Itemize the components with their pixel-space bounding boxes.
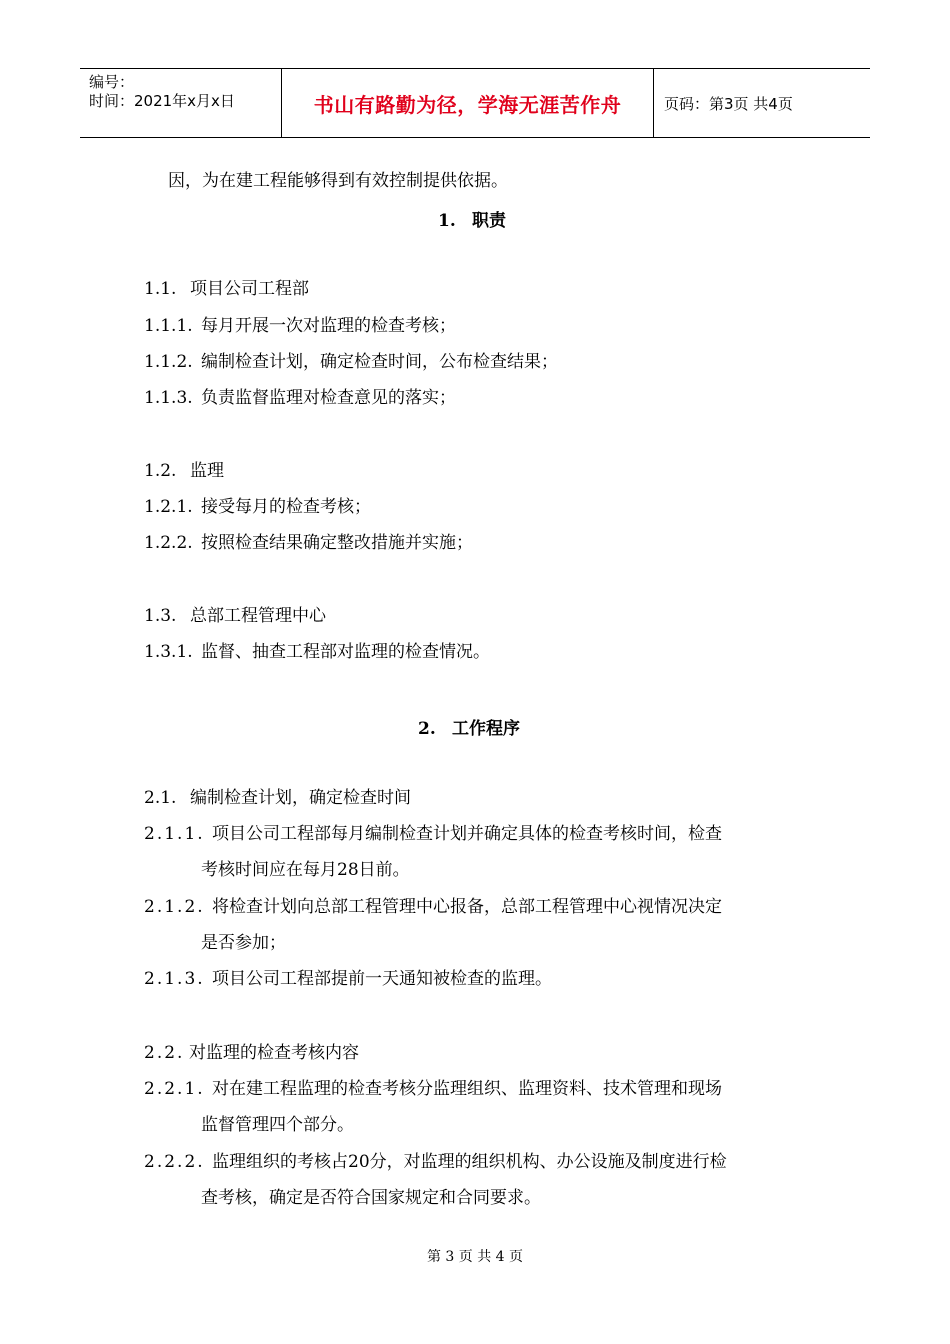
item-text: 接受每月的检查考核； <box>201 497 371 517</box>
item-text: 对监理的检查考核内容 <box>189 1043 359 1063</box>
item-text: 项目公司工程部每月编制检查计划并确定具体的检查考核时间，检查 <box>212 824 722 844</box>
item-text: 总部工程管理中心 <box>190 606 326 626</box>
item-1-2-2 <box>144 532 473 554</box>
item-number: 1.1.3. <box>144 388 193 408</box>
page-footer: 第 3 页 共 4 页 <box>426 1249 524 1265</box>
item-1-3-1 <box>144 641 490 663</box>
item-text: 每月开展一次对监理的检查考核； <box>201 316 456 336</box>
section-2-number: 2. <box>418 719 436 739</box>
header-page-info: 页码：第3页 共4页 <box>664 94 793 113</box>
item-1-2-1 <box>144 496 371 518</box>
item-2-1 <box>144 787 411 809</box>
item-text: 负责监督监理对检查意见的落实； <box>201 388 456 408</box>
section-1-heading <box>438 206 506 231</box>
item-2-1-1 <box>144 823 722 845</box>
item-number: 1.2. <box>144 461 177 481</box>
intro-line: 因，为在建工程能够得到有效控制提供依据。 <box>168 171 508 191</box>
item-2-1-1-cont: 考核时间应在每月28日前。 <box>201 860 410 880</box>
header-date-label: 时间：2021年x月x日 <box>89 92 235 110</box>
item-2-2-1 <box>144 1078 722 1100</box>
item-text: 监理组织的考核占20分，对监理的组织机构、办公设施及制度进行检 <box>212 1152 727 1172</box>
item-1-1-3 <box>144 387 456 409</box>
item-number: 2.1. <box>144 788 177 808</box>
item-text: 项目公司工程部 <box>190 279 309 299</box>
item-2-2-1-cont: 监督管理四个部分。 <box>201 1115 354 1135</box>
item-text: 将检查计划向总部工程管理中心报备，总部工程管理中心视情况决定 <box>212 897 722 917</box>
header-motto-cell <box>282 69 654 137</box>
item-2-1-3 <box>144 968 552 990</box>
item-number: 2.2.1. <box>144 1079 205 1099</box>
item-number: 2.2. <box>144 1043 185 1063</box>
item-2-1-2 <box>144 896 722 918</box>
item-text: 监督、抽查工程部对监理的检查情况。 <box>201 642 490 662</box>
item-2-2-2-cont: 查考核，确定是否符合国家规定和合同要求。 <box>201 1188 541 1208</box>
item-2-2 <box>144 1042 359 1064</box>
item-number: 2.1.1. <box>144 824 205 844</box>
section-1-number: 1. <box>438 211 456 231</box>
item-1-1 <box>144 278 309 300</box>
section-1-title: 职责 <box>472 211 506 231</box>
item-1-1-2 <box>144 351 558 373</box>
header-motto: 书山有路勤为径，学海无涯苦作舟 <box>313 92 622 117</box>
item-text: 编制检查计划，确定检查时间，公布检查结果； <box>201 352 558 372</box>
item-number: 1.2.1. <box>144 497 193 517</box>
item-1-1-1 <box>144 315 456 337</box>
section-2-heading <box>418 714 520 739</box>
item-2-1-2-cont: 是否参加； <box>201 933 286 953</box>
item-number: 1.1.1. <box>144 316 193 336</box>
page-header <box>80 68 870 138</box>
item-number: 1.3. <box>144 606 177 626</box>
item-text: 按照检查结果确定整改措施并实施； <box>201 533 473 553</box>
item-text: 监理 <box>190 461 224 481</box>
item-number: 1.2.2. <box>144 533 193 553</box>
header-meta-cell <box>80 69 282 137</box>
section-2-title: 工作程序 <box>452 719 520 739</box>
item-text: 对在建工程监理的检查考核分监理组织、监理资料、技术管理和现场 <box>212 1079 722 1099</box>
item-1-2 <box>144 460 224 482</box>
item-text: 编制检查计划，确定检查时间 <box>190 788 411 808</box>
item-number: 2.1.2. <box>144 897 205 917</box>
item-number: 1.1. <box>144 279 177 299</box>
item-number: 2.2.2. <box>144 1152 205 1172</box>
item-2-2-2 <box>144 1151 727 1173</box>
item-number: 2.1.3. <box>144 969 205 989</box>
item-number: 1.3.1. <box>144 642 193 662</box>
item-number: 1.1.2. <box>144 352 193 372</box>
item-1-3 <box>144 605 326 627</box>
item-text: 项目公司工程部提前一天通知被检查的监理。 <box>212 969 552 989</box>
header-number-label: 编号： <box>89 73 135 91</box>
